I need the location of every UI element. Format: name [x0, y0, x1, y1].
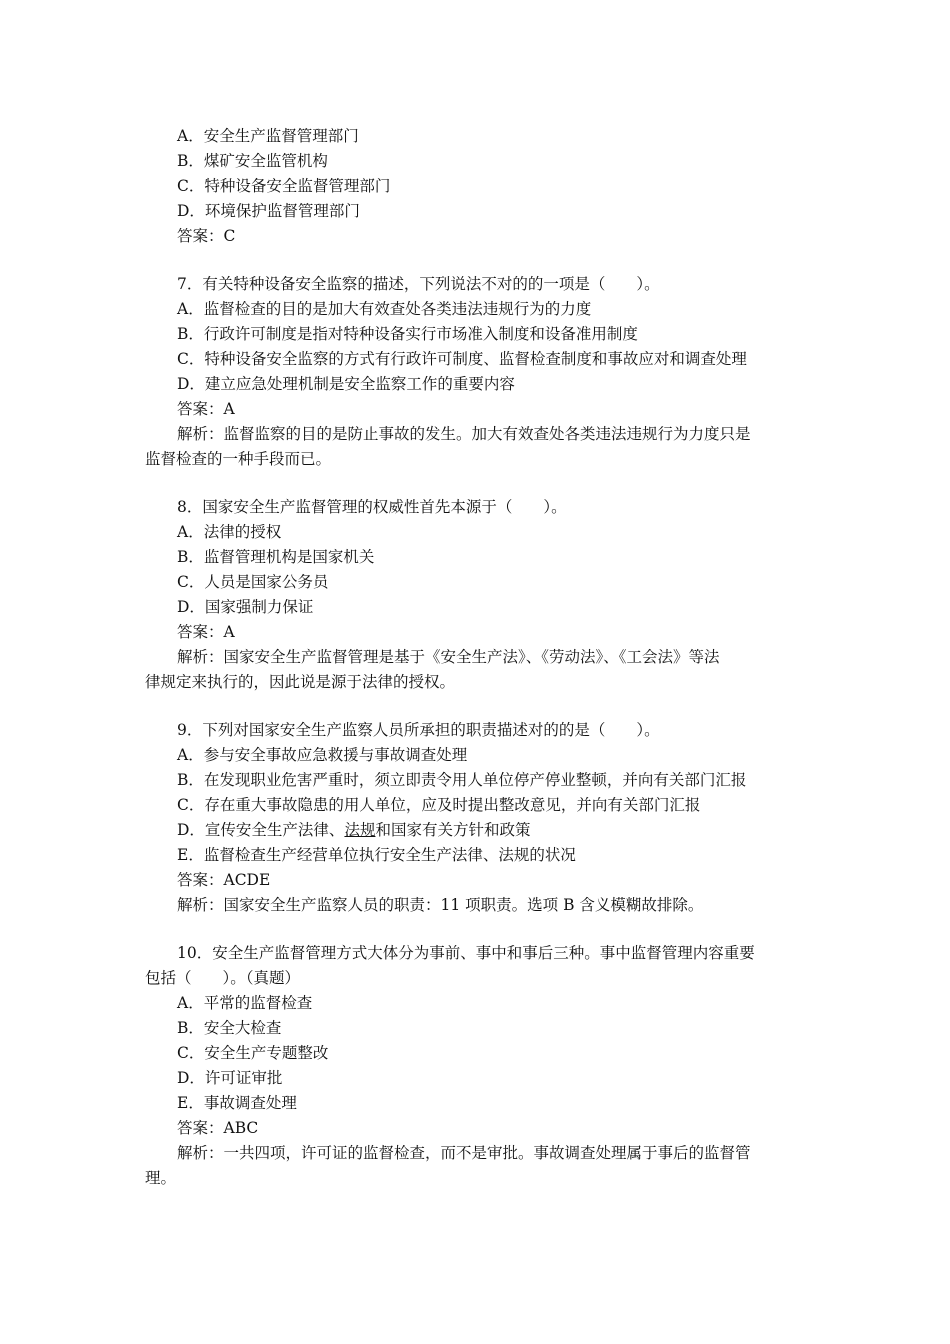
q9-answer: 答案：ACDE — [177, 871, 271, 889]
q7-option-a: A．监督检查的目的是加大有效查处各类违法违规行为的力度 — [177, 300, 592, 318]
q8-stem: 8．国家安全生产监督管理的权威性首先本源于（ ）。 — [177, 498, 567, 516]
q7-option-d: D．建立应急处理机制是安全监察工作的重要内容 — [177, 375, 515, 393]
q6-option-a: A．安全生产监督管理部门 — [177, 127, 359, 145]
q6-option-d: D．环境保护监督管理部门 — [177, 202, 360, 220]
q9-option-d-prefix: D．宣传安全生产法律、 — [177, 821, 345, 839]
q10-stem: 10．安全生产监督管理方式大体分为事前、事中和事后三种。事中监督管理内容重要 — [177, 944, 755, 962]
q10-option-d: D．许可证审批 — [177, 1069, 283, 1087]
q8-option-d: D．国家强制力保证 — [177, 598, 314, 616]
q8-option-c: C．人员是国家公务员 — [177, 573, 329, 591]
q8-analysis-continued: 律规定来执行的，因此说是源于法律的授权。 — [145, 673, 456, 691]
q10-stem-continued: 包括（ ）。（真题） — [145, 969, 301, 987]
q10-option-e: E．事故调查处理 — [177, 1094, 297, 1112]
q10-option-b: B．安全大检查 — [177, 1019, 282, 1037]
q7-analysis: 解析：监督监察的目的是防止事故的发生。加大有效查处各类违法违规行为力度只是 — [177, 425, 751, 443]
q10-option-a: A．平常的监督检查 — [177, 994, 313, 1012]
q8-answer: 答案：A — [177, 623, 235, 641]
q10-analysis-continued: 理。 — [145, 1169, 177, 1187]
q9-option-b: B．在发现职业危害严重时，须立即责令用人单位停产停业整顿，并向有关部门汇报 — [177, 771, 747, 789]
q9-stem: 9．下列对国家安全生产监察人员所承担的职责描述对的的是（ ）。 — [177, 721, 660, 739]
q6-option-c: C．特种设备安全监督管理部门 — [177, 177, 391, 195]
q9-option-c: C．存在重大事故隐患的用人单位，应及时提出整改意见，并向有关部门汇报 — [177, 796, 701, 814]
q7-stem: 7．有关特种设备安全监察的描述，下列说法不对的的一项是（ ）。 — [177, 275, 660, 293]
q6-answer: 答案：C — [177, 227, 236, 245]
q9-option-a: A．参与安全事故应急救援与事故调查处理 — [177, 746, 468, 764]
q6-option-b: B．煤矿安全监管机构 — [177, 152, 328, 170]
q7-option-b: B．行政许可制度是指对特种设备实行市场准入制度和设备准用制度 — [177, 325, 638, 343]
q8-option-a: A．法律的授权 — [177, 523, 282, 541]
q10-answer: 答案：ABC — [177, 1119, 259, 1137]
q7-analysis-continued: 监督检查的一种手段而已。 — [145, 450, 332, 468]
regulations-link[interactable]: 法规 — [344, 821, 376, 839]
q9-option-e: E．监督检查生产经营单位执行安全生产法律、法规的状况 — [177, 846, 576, 864]
q9-option-d-suffix: 和国家有关方针和政策 — [375, 821, 531, 839]
q9-option-d — [177, 820, 530, 840]
q8-analysis: 解析：国家安全生产监督管理是基于《安全生产法》、《劳动法》、《工会法》等法 — [177, 648, 720, 666]
q10-option-c: C．安全生产专题整改 — [177, 1044, 329, 1062]
q9-analysis: 解析：国家安全生产监察人员的职责：11 项职责。选项 B 含义模糊故排除。 — [177, 896, 704, 914]
q8-option-b: B．监督管理机构是国家机关 — [177, 548, 375, 566]
q7-answer: 答案：A — [177, 400, 235, 418]
q10-analysis: 解析：一共四项，许可证的监督检查，而不是审批。事故调查处理属于事后的监督管 — [177, 1144, 751, 1162]
q7-option-c: C．特种设备安全监察的方式有行政许可制度、监督检查制度和事故应对和调查处理 — [177, 350, 747, 368]
